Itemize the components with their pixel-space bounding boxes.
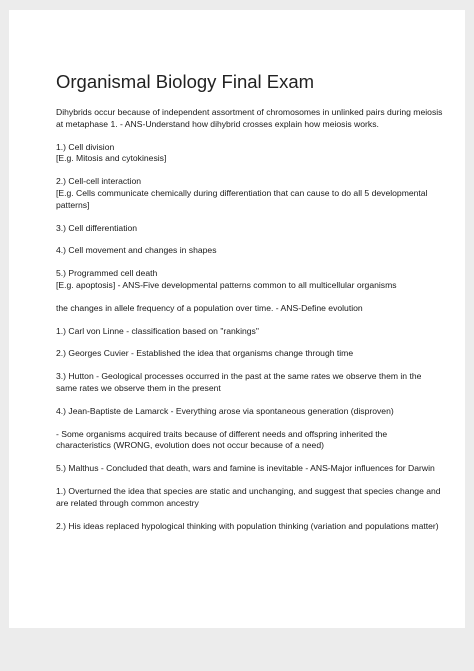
paragraph-hutton: 3.) Hutton - Geological processes occurred in the past at the same rates we observe them in the same rates we observe them in the present xyxy=(56,371,422,393)
paragraph-population-thinking: 2.) His ideas replaced hypological thinking with population thinking (variation and populations matter) xyxy=(56,520,439,531)
paragraph-acquired-traits: - Some organisms acquired traits because of different needs and offspring inherited the characteristics (WRONG, evolution does not occur because of a need) xyxy=(56,428,388,451)
paragraph-cell-movement: 4.) Cell movement and changes in shapes xyxy=(56,245,217,256)
paragraph-overturned-idea: 1.) Overturned the idea that species are static and unchanging, and suggest that species change and are related through common ancestry xyxy=(56,485,441,508)
paragraph-evolution-definition: the changes in allele frequency of a population over time. - ANS-Define evolution xyxy=(56,302,363,313)
paragraph-cell-division: 1.) Cell division [E.g. Mitosis and cytokinesis] xyxy=(56,141,167,164)
document-page xyxy=(9,10,465,628)
paragraph-cell-interaction: 2.) Cell-cell interaction [E.g. Cells communicate chemically during differentiation that can cause to do all 5 developmental patterns] xyxy=(56,176,428,210)
paragraph-cuvier: 2.) Georges Cuvier - Established the idea that organisms change through time xyxy=(56,348,354,359)
paragraph-lamarck: 4.) Jean-Baptiste de Lamarck - Everything arose via spontaneous generation (disproven) xyxy=(56,405,394,416)
paragraph-cell-differentiation: 3.) Cell differentiation xyxy=(56,222,138,233)
document-title: Organismal Biology Final Exam xyxy=(56,71,315,92)
viewer-bottom-margin xyxy=(0,640,474,671)
paragraph-malthus: 5.) Malthus - Concluded that death, wars and famine is inevitable - ANS-Major influences for Darwin xyxy=(56,463,435,474)
paragraph-dihybrids: Dihybrids occur because of independent assortment of chromosomes in unlinked pairs during meiosis at metaphase 1. - ANS-Understand how dihybrid crosses explain how meiosis works. xyxy=(56,107,443,129)
paragraph-programmed-death: 5.) Programmed cell death [E.g. apoptosis] - ANS-Five developmental patterns common to all multicellular organisms xyxy=(56,268,397,290)
paragraph-linne: 1.) Carl von Linne - classification based on "rankings" xyxy=(56,325,259,336)
